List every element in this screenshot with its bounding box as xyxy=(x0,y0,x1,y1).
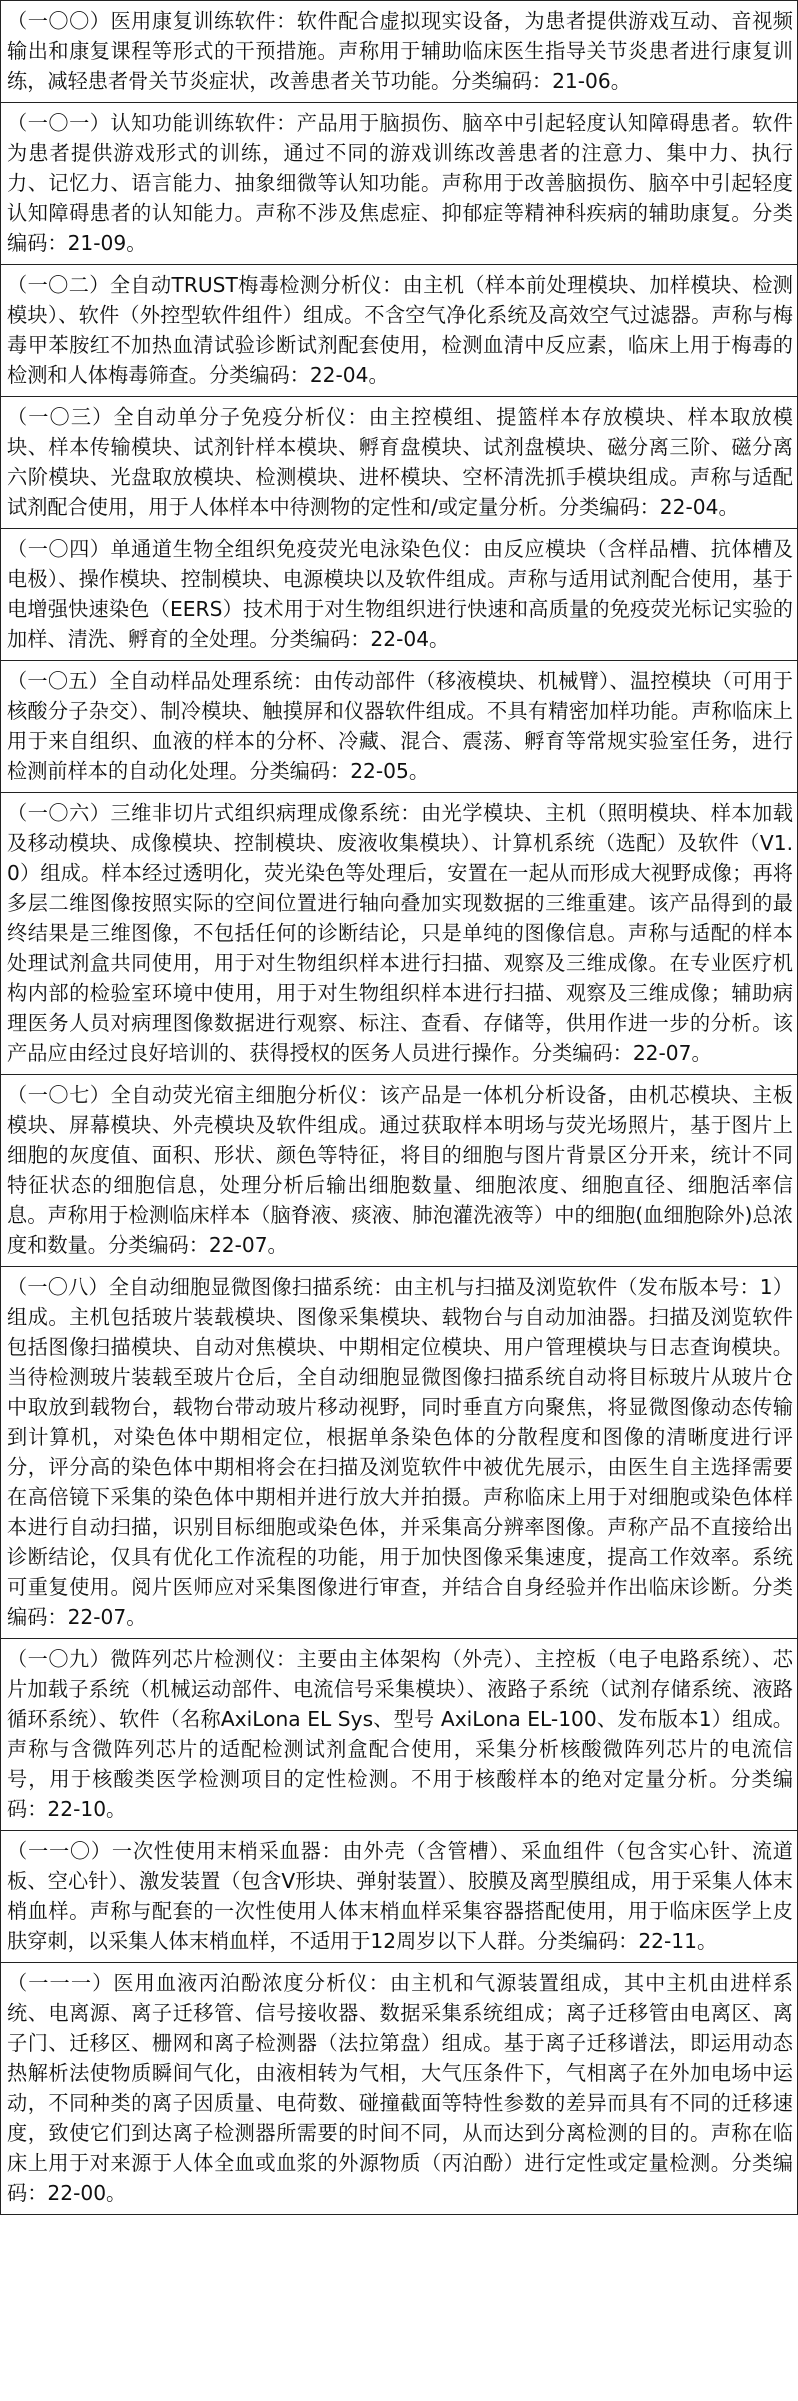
entry-106 xyxy=(0,793,798,1075)
entry-100-text: （一〇〇）医用康复训练软件：软件配合虚拟现实设备，为患者提供游戏互动、音视频输出和康复课程等形式的干预措施。声称用于辅助临床医生指导关节炎患者进行康复训练，减轻患者骨关节炎症状，改善患者关节功能。分类编码：21-06。 xyxy=(7,9,793,93)
entry-104-text: （一〇四）单通道生物全组织免疫荧光电泳染色仪：由反应模块（含样品槽、抗体槽及电极）、操作模块、控制模块、电源模块以及软件组成。声称与适用试剂配合使用，基于电增强快速染色（EERS）技术用于对生物组织进行快速和高质量的免疫荧光标记实验的加样、清洗、孵育的全处理。分类编码：22-04。 xyxy=(7,537,793,651)
entry-106-text: （一〇六）三维非切片式组织病理成像系统：由光学模块、主机（照明模块、样本加载及移动模块、成像模块、控制模块、废液收集模块）、计算机系统（选配）及软件（V1.0）组成。样本经过透明化，荧光染色等处理后，安置在一起从而形成大视野成像；再将多层二维图像按照实际的空间位置进行轴向叠加实现数据的三维重建。该产品得到的最终结果是三维图像，不包括任何的诊断结论，只是单纯的图像信息。声称与适配的样本处理试剂盒共同使用，用于对生物组织样本进行扫描、观察及三维成像。在专业医疗机构内部的检验室环境中使用，用于对生物组织样本进行扫描、观察及三维成像；辅助病理医务人员对病理图像数据进行观察、标注、查看、存储等，供用作进一步的分析。该产品应由经过良好培训的、获得授权的医务人员进行操作。分类编码：22-07。 xyxy=(7,801,793,1065)
entry-110-text: （一一〇）一次性使用末梢采血器：由外壳（含管槽）、采血组件（包含实心针、流道板、空心针）、激发装置（包含V形块、弹射装置）、胶膜及离型膜组成，用于采集人体末梢血样。声称与配套的一次性使用人体末梢血样采集容器搭配使用，用于临床医学上皮肤穿刺，以采集人体末梢血样，不适用于12周岁以下人群。分类编码：22-11。 xyxy=(7,1839,793,1953)
entry-101-text: （一〇一）认知功能训练软件：产品用于脑损伤、脑卒中引起轻度认知障碍患者。软件为患者提供游戏形式的训练，通过不同的游戏训练改善患者的注意力、集中力、执行力、记忆力、语言能力、抽象细微等认知功能。声称用于改善脑损伤、脑卒中引起轻度认知障碍患者的认知能力。声称不涉及焦虑症、抑郁症等精神科疾病的辅助康复。分类编码：21-09。 xyxy=(7,111,793,255)
entry-102 xyxy=(0,265,798,397)
entry-111-text: （一一一）医用血液丙泊酚浓度分析仪：由主机和气源装置组成，其中主机由进样系统、电离源、离子迁移管、信号接收器、数据采集系统组成；离子迁移管由电离区、离子门、迁移区、栅网和离子检测器（法拉第盘）组成。基于离子迁移谱法，即运用动态热解析法使物质瞬间气化，由液相转为气相，大气压条件下，气相离子在外加电场中运动，不同种类的离子因质量、电荷数、碰撞截面等特性参数的差异而具有不同的迁移速度，致使它们到达离子检测器所需要的时间不同，从而达到分离检测的目的。声称在临床上用于对来源于人体全血或血浆的外源物质（丙泊酚）进行定性或定量检测。分类编码：22-00。 xyxy=(7,1971,793,2205)
entry-105-text: （一〇五）全自动样品处理系统：由传动部件（移液模块、机械臂）、温控模块（可用于核酸分子杂交）、制冷模块、触摸屏和仪器软件组成。不具有精密加样功能。声称临床上用于来自组织、血液的样本的分杯、冷藏、混合、震荡、孵育等常规实验室任务，进行检测前样本的自动化处理。分类编码：22-05。 xyxy=(7,669,793,783)
entry-103-text: （一〇三）全自动单分子免疫分析仪：由主控模组、提篮样本存放模块、样本取放模块、样本传输模块、试剂针样本模块、孵育盘模块、试剂盘模块、磁分离三阶、磁分离六阶模块、光盘取放模块、检测模块、进杯模块、空杯清洗抓手模块组成。声称与适配试剂配合使用，用于人体样本中待测物的定性和/或定量分析。分类编码：22-04。 xyxy=(7,405,793,519)
entry-109-text: （一〇九）微阵列芯片检测仪：主要由主体架构（外壳）、主控板（电子电路系统）、芯片加载子系统（机械运动部件、电流信号采集模块）、液路子系统（试剂存储系统、液路循环系统）、软件（名称AxiLona EL Sys、型号 AxiLona EL-100、发布版本1）组成。声称与含微阵列芯片的适配检测试剂盒配合使用，采集分析核酸微阵列芯片的电流信号，用于核酸类医学检测项目的定性检测。不用于核酸样本的绝对定量分析。分类编码：22-10。 xyxy=(7,1647,793,1821)
entry-108 xyxy=(0,1267,798,1639)
entry-102-text: （一〇二）全自动TRUST梅毒检测分析仪：由主机（样本前处理模块、加样模块、检测模块）、软件（外控型软件组件）组成。不含空气净化系统及高效空气过滤器。声称与梅毒甲苯胺红不加热血清试验诊断试剂配套使用，检测血清中反应素，临床上用于梅毒的检测和人体梅毒筛查。分类编码：22-04。 xyxy=(7,273,793,387)
entry-101 xyxy=(0,103,798,265)
entry-107-text: （一〇七）全自动荧光宿主细胞分析仪：该产品是一体机分析设备，由机芯模块、主板模块、屏幕模块、外壳模块及软件组成。通过获取样本明场与荧光场照片，基于图片上细胞的灰度值、面积、形状、颜色等特征，将目的细胞与图片背景区分开来，统计不同特征状态的细胞信息，处理分析后输出细胞数量、细胞浓度、细胞直径、细胞活率信息。声称用于检测临床样本（脑脊液、痰液、肺泡灌洗液等）中的细胞(血细胞除外)总浓度和数量。分类编码：22-07。 xyxy=(7,1083,793,1257)
entry-103 xyxy=(0,397,798,529)
entry-100 xyxy=(0,0,798,103)
entry-104 xyxy=(0,529,798,661)
entry-111 xyxy=(0,1963,798,2215)
entry-108-text: （一〇八）全自动细胞显微图像扫描系统：由主机与扫描及浏览软件（发布版本号：1）组成。主机包括玻片装载模块、图像采集模块、载物台与自动加油器。扫描及浏览软件包括图像扫描模块、自动对焦模块、中期相定位模块、用户管理模块与日志查询模块。当待检测玻片装载至玻片仓后，全自动细胞显微图像扫描系统自动将目标玻片从玻片仓中取放到载物台，载物台带动玻片移动视野，同时垂直方向聚焦，将显微图像动态传输到计算机，对染色体中期相定位，根据单条染色体的分散程度和图像的清晰度进行评分，评分高的染色体中期相将会在扫描及浏览软件中被优先展示，由医生自主选择需要在高倍镜下采集的染色体中期相并进行放大并拍摄。声称临床上用于对细胞或染色体样本进行自动扫描，识别目标细胞或染色体，并采集高分辨率图像。声称产品不直接给出诊断结论，仅具有优化工作流程的功能，用于加快图像采集速度，提高工作效率。系统可重复使用。阅片医师应对采集图像进行审查，并结合自身经验并作出临床诊断。分类编码：22-07。 xyxy=(7,1275,793,1629)
entry-107 xyxy=(0,1075,798,1267)
entry-109 xyxy=(0,1639,798,1831)
entry-105 xyxy=(0,661,798,793)
entry-110 xyxy=(0,1831,798,1963)
